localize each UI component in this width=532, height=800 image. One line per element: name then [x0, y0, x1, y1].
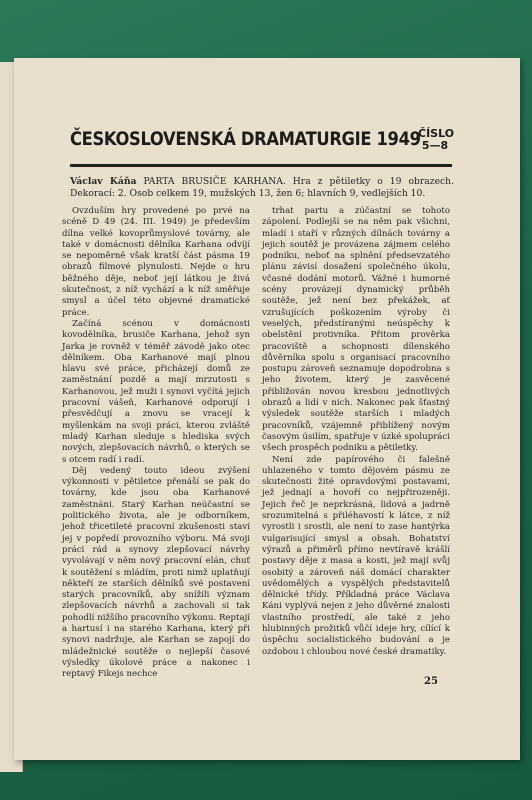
masthead — [70, 127, 455, 162]
magazine-page — [14, 58, 520, 760]
paragraph: Děj vedený touto ideou zvýšení výkonnosti v pětiletce přenáší se pak do továrny, kde jsou oba Karhanové zaměstnáni. Starý Karhan neúčastní se politického života, ale je odborníkem, jehož třicetileté pracovní zkušenosti staví jej v popředí provozního výboru. Má svoji práci rád a synovy zlepšovací návrhy vyvolávají v něm nový pracovní elán, chuť k soutěžení s mládím, proti nimž uplatňují někteří ze starších dělníků své postavení starých pracovníků, aby snížili význam zlepšovacích návrhů a zachovali si tak pohodlí nižšího pracovního výkonu. Reptají a hartusí i na starého Karhana, který při synovi nadržuje, ale Karhan se zapojí do mládežnické soutěže o nejlepší časové výsledky úkolové práce a nakonec i reptavý Fikejs nechce — [62, 465, 250, 680]
issue-block — [418, 127, 455, 152]
paragraph: trhat partu a zúčastní se tohoto zápolení. Podlejší se na něm pak všichni, mladí i staří v různých dílnách továrny a jejich soutěž je provázena zájmem celého podniku, neboť na splnění předsevzatého plánu závisí dosažení společného úkolu, včasné dodání motorů. Vážné i humorné scény provázejí dynamický průběh soutěže, jež není bez překážek, ať vzrušujících poškozením výroby či veselých, předstíranými neúspěchy k obelstění protivníka. Přitom prověrka pracoviště a schopnosti dílenského důvěrníka spolu s organisací pracovního postupu zároveň seznamuje dopodrobna s jeho životem, který je zasvěcené přibližován novou kresbou jednotlivých obrazů a lidí v nich. Nakonec pak šťastný výsledek soutěže starších i mladých pracovníků, vzájemně přiblížený novým časovým úsilím, spatřuje v úzké spolupráci všech prospěch podniku a pětiletky. — [262, 206, 450, 454]
author-name: Václav Káňa — [70, 176, 137, 187]
issue-label: ČÍSLO — [418, 127, 455, 140]
masthead-title: ČESKOSLOVENSKÁ DRAMATURGIE 1949 — [70, 128, 421, 150]
paragraph: Začíná scénou v domácnosti kovodělníka, brusiče Karhana, jehož syn Jarka je rovněž v téměř závodě jako otec dělníkem. Oba Karhanové mají plnou hlavu své práce, přicházejí domů ze zaměstnání pozdě a mají mrzutosti s Karhanovou, jež muži i synovi vyčítá jejich pracovní vášeň, Karhanové odporují i přesvědčují a znovu se vracejí k myšlenkám na svoji práci, kterou zvláště mladý Karhan sleduje s hlediska svých nových, zlepšovacích návrhů, o kterých se s otcem radí i radí. — [62, 318, 250, 465]
left-column — [62, 206, 250, 680]
right-column — [262, 206, 450, 658]
review-intro — [70, 176, 454, 200]
page-number: 25 — [424, 676, 438, 687]
issue-number: 5—8 — [421, 139, 449, 152]
paragraph: Není zde papírového či falešně uhlazeného v tomto dějovém pásmu ze skutečnosti žité opravdovými postavami, jež jednají a hovoří co nejpřirozeněji. Jejich řeč je neprkrásná, lidová a jadrně srozumitelná s přiléhavostí k látce, z níž vyrostli i srostli, ale není to zase hantýrka vulgarisující smysl a obsah. Bohatství výrazů a přiměrů přímo nevtíravě krášlí postavy děje z masa a kosti, jež mají svůj osobitý a zároveň náš domácí charakter uvědomělých a vyspělých představitelů dělnické třídy. Příkladná práce Václava Káni vyplývá nejen z jeho důvěrné znalosti vlastního prostředí, ale také z jeho hlubinných prožitků vůčí ideje hry, cílící k úspěchu socialistického budování a je ozdobou i chloubou nové české dramatiky. — [262, 454, 450, 657]
masthead-rule — [70, 164, 452, 167]
intro-text: PARTA BRUSIČE KARHANA. Hra z pětiletky o 19 obrazech. Dekorací: 2. Osob celkem 19, mužských 13, žen 6; hlavních 9, vedlejších 10. — [70, 176, 455, 199]
paragraph: Ovzduším hry provedené po prvé na scéně D 49 (24. III. 1949) je především dílna velké kovoprůmyslové továrny, ale také v domácnosti dělníka Karhana odvíjí se nepoměrně však kratší část pásma 19 obrazů filmové plynulosti. Nejde o hru běžného děje, neboť její látkou je živá skutečnost, z níž vychází a k níž směřuje smysl a účel této objevné dramatické práce. — [62, 206, 250, 318]
